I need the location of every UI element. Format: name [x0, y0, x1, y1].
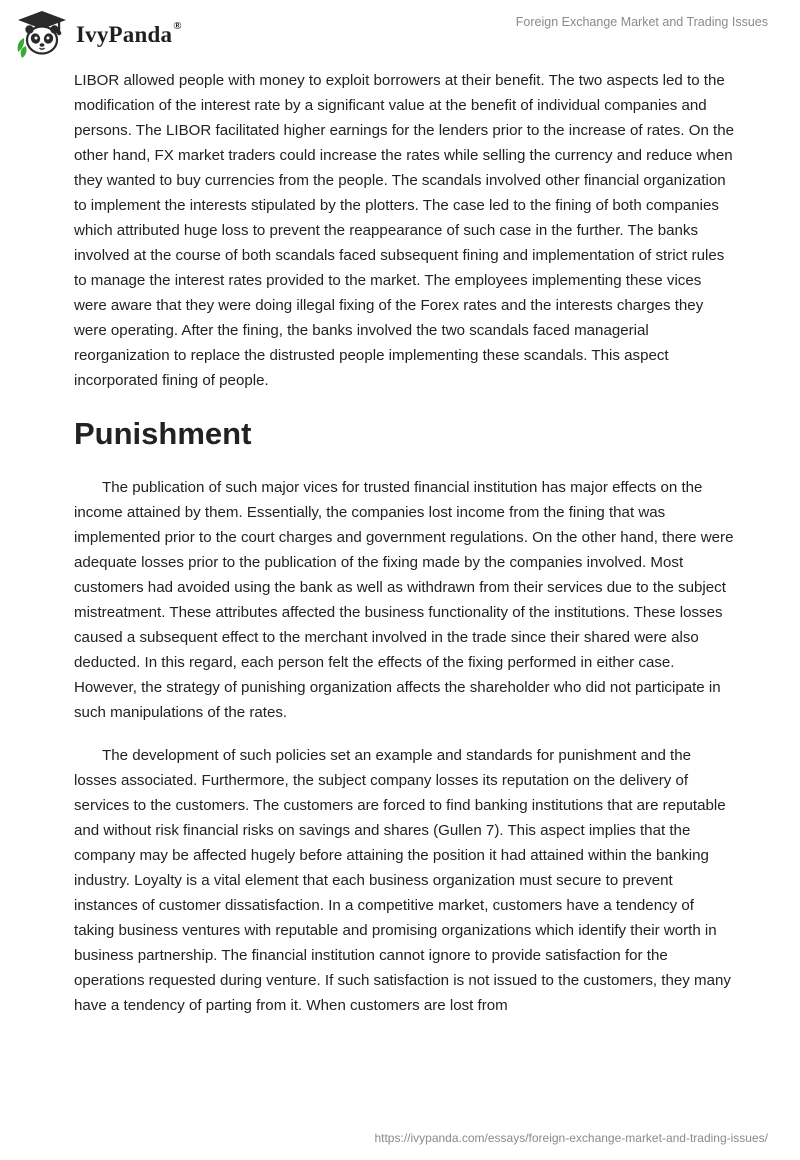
paragraph-spacer — [74, 725, 734, 743]
body-paragraph-1: The publication of such major vices for trusted financial institution has major effects on the income attained by them. Essentially, the companies lost income from the fining that was implemented prior to the court charges and government regulations. On the other hand, there were adequate losses prior to the publication of the fixing made by the companies involved. Most customers had avoided using the bank as well as withdrawn from their services due to the subject mistreatment. These attributes affected the business functionality of the institutions. These losses caused a subsequent effect to the merchant involved in the trade since their shared were also deducted. In this regard, each person felt the effects of the fixing performed in either case. However, the strategy of punishing organization affects the shareholder who did not participate in such manipulations of the rates. — [74, 479, 734, 721]
page-header — [0, 0, 800, 70]
source-url-link[interactable]: https://ivypanda.com/essays/foreign-exchange-market-and-trading-issues/ — [374, 1131, 768, 1145]
ivypanda-logo[interactable] — [14, 8, 182, 60]
registered-mark: ® — [173, 20, 182, 33]
panda-graduate-icon — [14, 8, 70, 60]
section-heading-punishment: Punishment — [74, 416, 252, 451]
document-running-title: Foreign Exchange Market and Trading Issues — [515, 15, 768, 29]
essay-content — [74, 68, 734, 1018]
brand-name — [76, 22, 182, 48]
body-paragraph-2: The development of such policies set an example and standards for punishment and the losses associated. Furthermore, the subject company losses its reputation on the delivery of services to the customers. The customers are forced to find banking institutions that are reputable and without risk financial risks on savings and shares (Gullen 7). This aspect implies that the company may be affected hugely before attaining the position it had attained within the banking industry. Loyalty is a vital element that each business organization must secure to prevent instances of customer dissatisfaction. In a competitive market, customers have a tendency of taking business ventures with reputable and promising organizations which identify their worth in business partnership. The financial institution cannot ignore to provide satisfaction for the operations requested during venture. If such satisfaction is not issued to the customers, they many have a tendency of parting from it. When customers are lost from — [74, 747, 731, 1014]
brand-name-text: IvyPanda — [76, 22, 173, 47]
intro-paragraph: LIBOR allowed people with money to exploit borrowers at their benefit. The two aspects led to the modification of the interest rate by a significant value at the benefit of individual companies and persons. The LIBOR facilitated higher earnings for the lenders prior to the increase of rates. On the other hand, FX market traders could increase the rates while selling the currency and reduce when they wanted to buy currencies from the people. The scandals involved other financial organization to implement the interests stipulated by the plotters. The case led to the fining of both companies which attributed huge loss to prevent the reappearance of such case in the further. The banks involved at the course of both scandals faced subsequent fining and implementation of strict rules to manage the interest rates provided to the market. The employees implementing these vices were aware that they were doing illegal fixing of the Forex rates and the interests charges they were operating. After the fining, the banks involved the two scandals faced managerial reorganization to replace the distrusted people implementing these scandals. This aspect incorporated fining of people. — [74, 72, 735, 389]
